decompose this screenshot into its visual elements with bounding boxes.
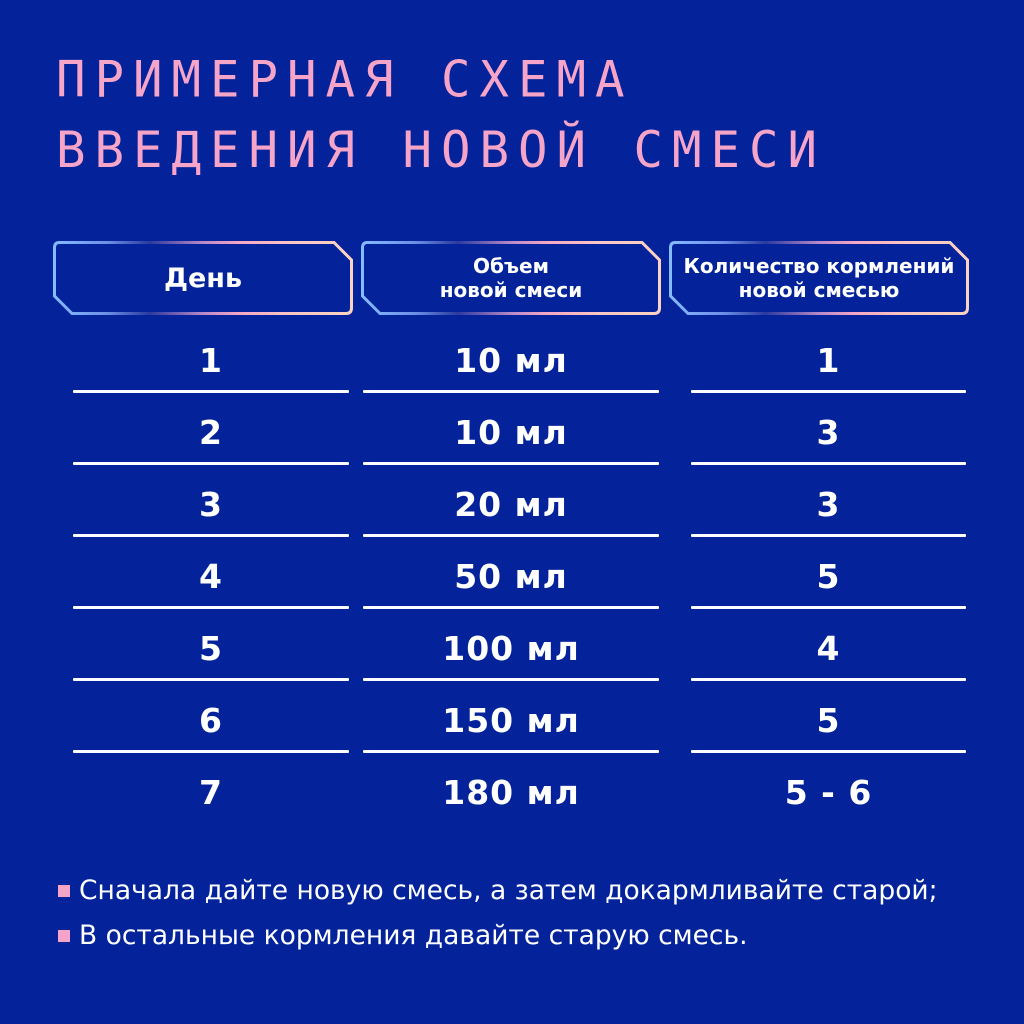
cell-value: 5 (199, 628, 223, 668)
cell-value: 4 (816, 628, 841, 668)
cell-value: 4 (199, 556, 223, 596)
table-cell-feedings (691, 536, 966, 608)
table-cell-feedings (691, 464, 966, 536)
cell-value: 50 мл (454, 556, 568, 596)
note-text: Сначала дайте новую смесь, а затем докармливайте старой; (79, 875, 938, 906)
table-cell-volume (363, 608, 659, 680)
cell-value: 6 (199, 700, 223, 740)
table-cell-feedings (691, 680, 966, 752)
table-cell-day (73, 464, 349, 536)
table-cell-feedings (691, 320, 966, 392)
table-cell-volume (363, 320, 659, 392)
table-cell-day (73, 536, 349, 608)
cell-value: 5 (816, 700, 841, 740)
column-feedings (691, 320, 966, 824)
title-line-2: ВВЕДЕНИЯ НОВОЙ СМЕСИ (56, 121, 827, 180)
header-day-label: День (163, 262, 243, 294)
note-text: В остальные кормления давайте старую смесь. (79, 920, 748, 951)
column-header-volume (361, 241, 661, 315)
table-cell-volume (363, 536, 659, 608)
column-header-day (53, 241, 353, 315)
title-line-1: ПРИМЕРНАЯ СХЕМА (56, 50, 634, 109)
header-feedings-line-2: новой смесью (738, 278, 900, 302)
table-cell-volume (363, 392, 659, 464)
header-volume-line-2: новой смеси (439, 278, 583, 302)
cell-value: 7 (199, 772, 223, 812)
page-title (56, 45, 826, 186)
column-volume (363, 320, 659, 824)
column-day (73, 320, 349, 824)
note-item (58, 868, 938, 913)
cell-value: 3 (199, 484, 223, 524)
table-cell-day (73, 752, 349, 824)
header-volume-line-1: Объем (473, 254, 549, 278)
table-cell-day (73, 392, 349, 464)
header-feedings-line-1: Количество кормлений (683, 254, 955, 278)
notes-list (58, 868, 938, 958)
cell-value: 5 - 6 (784, 772, 873, 812)
table-cell-volume (363, 464, 659, 536)
table-cell-feedings (691, 752, 966, 824)
cell-value: 180 мл (442, 772, 580, 812)
table-cell-feedings (691, 608, 966, 680)
table-cell-day (73, 608, 349, 680)
table-cell-volume (363, 752, 659, 824)
table-cell-day (73, 320, 349, 392)
cell-value: 3 (816, 484, 841, 524)
note-item (58, 913, 938, 958)
cell-value: 20 мл (454, 484, 568, 524)
cell-value: 10 мл (454, 340, 568, 380)
cell-value: 150 мл (442, 700, 580, 740)
table-cell-feedings (691, 392, 966, 464)
table-cell-volume (363, 680, 659, 752)
cell-value: 1 (816, 340, 841, 380)
square-bullet-icon (58, 885, 70, 897)
cell-value: 10 мл (454, 412, 568, 452)
table-cell-day (73, 680, 349, 752)
cell-value: 3 (816, 412, 841, 452)
column-header-feedings (669, 241, 969, 315)
square-bullet-icon (58, 930, 70, 942)
cell-value: 2 (199, 412, 223, 452)
cell-value: 5 (816, 556, 841, 596)
cell-value: 1 (199, 340, 223, 380)
cell-value: 100 мл (442, 628, 580, 668)
